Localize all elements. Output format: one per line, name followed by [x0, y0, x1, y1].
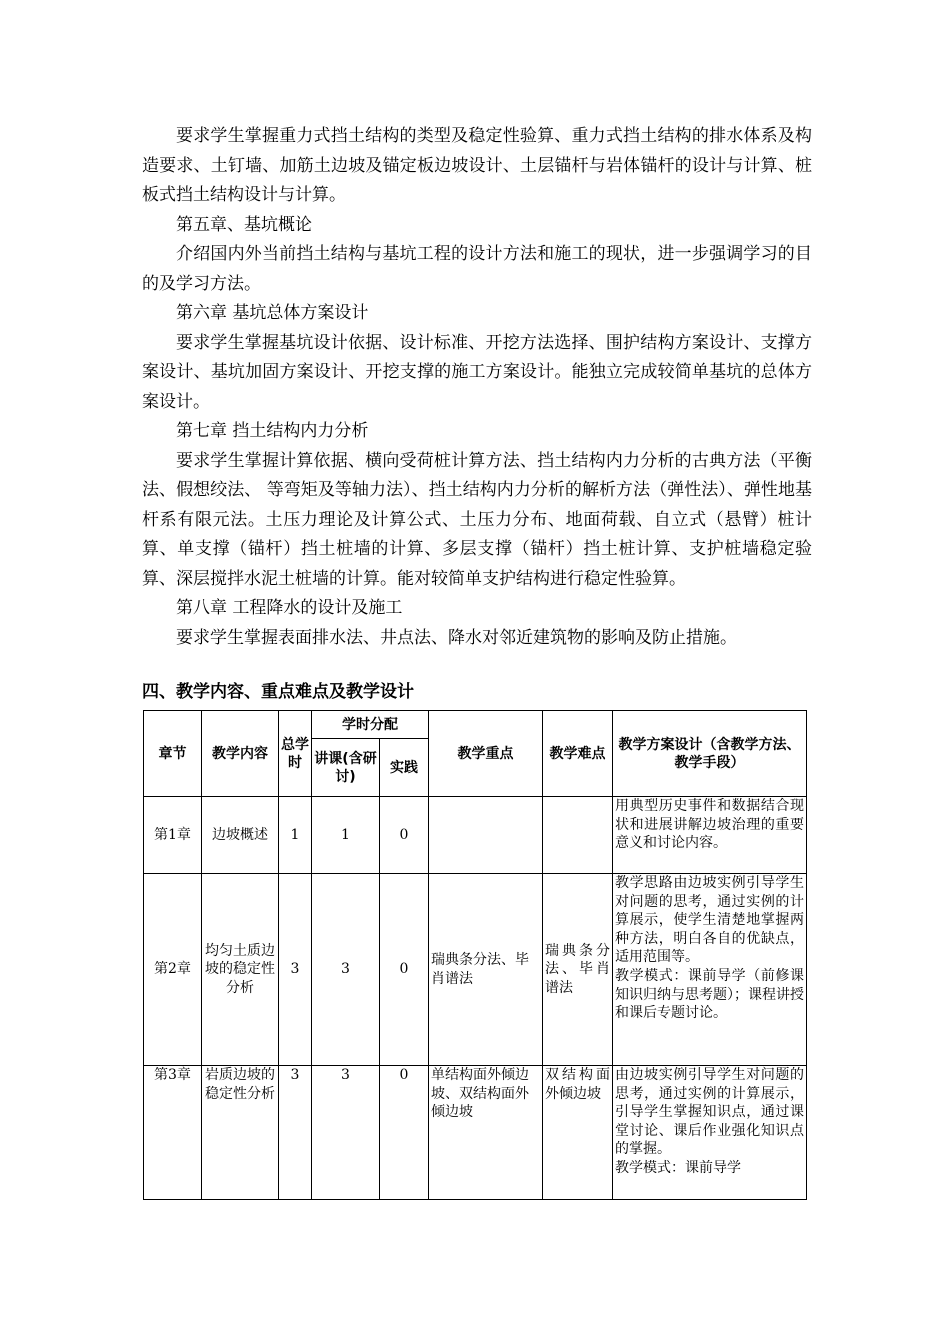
chapter-5-title: 第五章、基坑概论: [176, 214, 312, 235]
cell-difficulties: 双结构面外倾边坡: [543, 1066, 613, 1200]
cell-total-hours: 3: [279, 1066, 312, 1200]
cell-teaching-design: [613, 874, 807, 1066]
cell-lecture-hours: 1: [312, 797, 380, 874]
cell-content: 均匀土质边坡的稳定性分析: [202, 874, 279, 1066]
table-row: [144, 797, 807, 874]
cell-practice-hours: 0: [380, 1066, 429, 1200]
paragraph-ch8-requirements: 要求学生掌握表面排水法、井点法、降水对邻近建筑物的影响及防止措施。: [176, 627, 737, 648]
table-header-row: [144, 711, 807, 739]
body-text: [142, 122, 812, 653]
section-heading: 四、教学内容、重点难点及教学设计: [142, 682, 414, 702]
paragraph-ch5-intro: 介绍国内外当前挡土结构与基坑工程的设计方法和施工的现状，进一步强调学习的目的及学习方法。: [142, 244, 812, 294]
header-chapter: 章节: [144, 711, 202, 797]
paragraph-ch4-requirements: 要求学生掌握重力式挡土结构的类型及稳定性验算、重力式挡土结构的排水体系及构造要求、土钉墙、加筋土边坡及锚定板边坡设计、土层锚杆与岩体锚杆的设计与计算、桩板式挡土结构设计与计算。: [142, 126, 812, 205]
cell-lecture-hours: 3: [312, 1066, 380, 1200]
chapter-7-title: 第七章 挡土结构内力分析: [176, 421, 369, 441]
cell-content: 岩质边坡的稳定性分析: [202, 1066, 279, 1200]
design-paragraph: 教学模式：课前导学: [615, 1159, 741, 1176]
header-key-points: 教学重点: [429, 711, 543, 797]
design-clip: [615, 1066, 804, 1192]
teaching-plan-table: [143, 710, 807, 1200]
cell-key-points: [429, 797, 543, 874]
header-content: 教学内容: [202, 711, 279, 797]
header-hours-allocation: 学时分配: [312, 711, 429, 739]
cell-practice-hours: 0: [380, 874, 429, 1066]
header-practice: 实践: [380, 739, 429, 797]
table-row: [144, 1066, 807, 1200]
cell-total-hours: 1: [279, 797, 312, 874]
cell-teaching-design: [613, 797, 807, 874]
chapter-8-title: 第八章 工程降水的设计及施工: [176, 598, 403, 618]
cell-content: 边坡概述: [202, 797, 279, 874]
design-paragraph: 由边坡实例引导学生对问题的思考，通过实例的计算展示，引导学生掌握知识点，通过课堂讨论、课后作业强化知识点的掌握。: [615, 1067, 804, 1158]
chapter-6-title: 第六章 基坑总体方案设计: [176, 303, 369, 323]
cell-practice-hours: 0: [380, 797, 429, 874]
header-difficulties: 教学难点: [543, 711, 613, 797]
design-paragraph: 教学思路由边坡实例引导学生对问题的思考，通过实例的计算展示，使学生清楚地掌握两种方法，明白各自的优缺点，适用范围等。: [615, 875, 804, 966]
design-paragraph: 教学模式：课前导学（前修课知识归纳与思考题）；课程讲授和课后专题讨论。: [615, 967, 804, 1022]
cell-difficulties: 瑞典条分法、毕肖谱法: [543, 874, 613, 1066]
cell-key-points: 瑞典条分法、毕肖谱法: [429, 874, 543, 1066]
table-row: [144, 874, 807, 1066]
design-paragraph: 用典型历史事件和数据结合现状和进展讲解边坡治理的重要意义和讨论内容。: [615, 798, 804, 852]
cell-difficulties: [543, 797, 613, 874]
cell-chapter: 第1章: [144, 797, 202, 874]
cell-key-points: 单结构面外倾边坡、双结构面外倾边坡: [429, 1066, 543, 1200]
paragraph-ch7-requirements: 要求学生掌握计算依据、横向受荷桩计算方法、挡土结构内力分析的古典方法（平衡法、假想绞法、 等弯矩及等轴力法）、挡土结构内力分析的解析方法（弹性法）、弹性地基杆系有限元法。土压力理论及计算公式、土压力分布、地面荷载、自立式（悬臂）桩计算、单支撑（锚杆）挡土桩墙的计算、多层支撑（锚杆）挡土桩计算、支护桩墙稳定验算、深层搅拌水泥土桩墙的计算。能对较简单支护结构进行稳定性验算。: [142, 450, 812, 589]
cell-lecture-hours: 3: [312, 874, 380, 1066]
cell-chapter: 第3章: [144, 1066, 202, 1200]
header-total-hours: 总学时: [279, 711, 312, 797]
header-teaching-design: 教学方案设计（含教学方法、教学手段）: [613, 711, 807, 797]
cell-chapter: 第2章: [144, 874, 202, 1066]
paragraph-ch6-requirements: 要求学生掌握基坑设计依据、设计标准、开挖方法选择、围护结构方案设计、支撑方案设计、基坑加固方案设计、开挖支撑的施工方案设计。能独立完成较简单基坑的总体方案设计。: [142, 332, 812, 412]
header-lecture: 讲课(含研讨): [312, 739, 380, 797]
cell-total-hours: 3: [279, 874, 312, 1066]
cell-teaching-design: [613, 1066, 807, 1200]
